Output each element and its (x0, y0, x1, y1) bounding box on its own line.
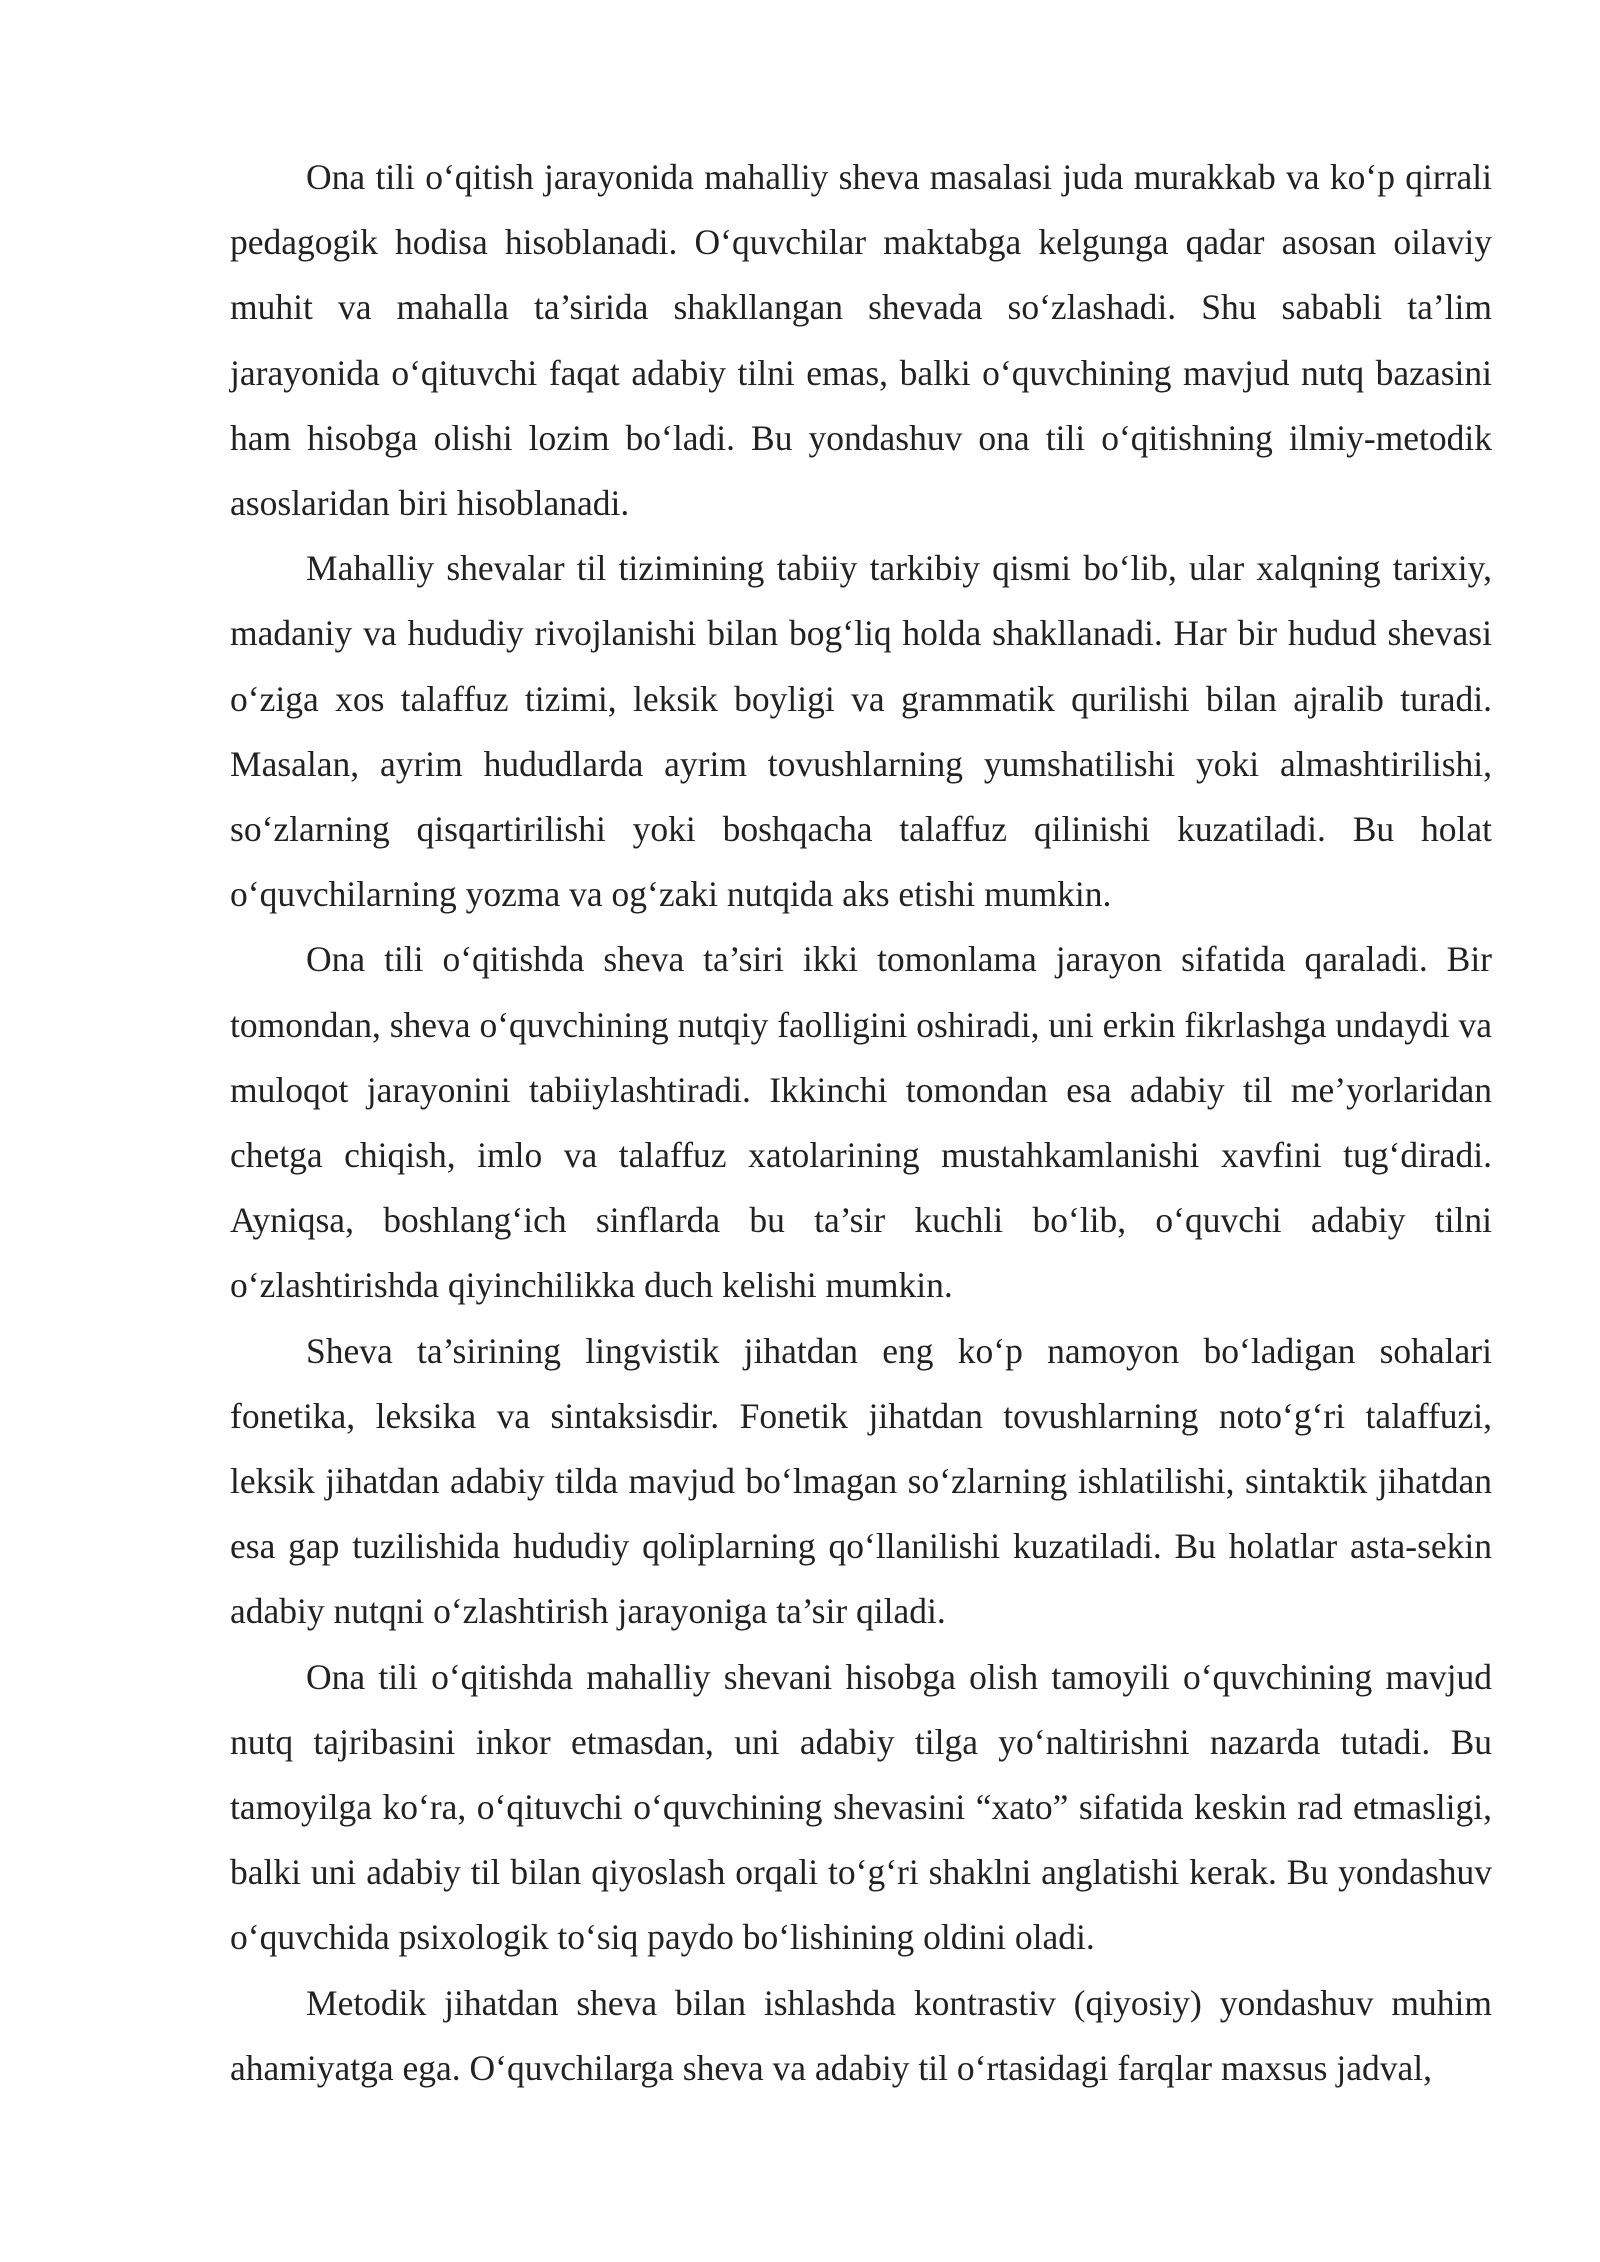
document-page (230, 145, 1492, 2101)
paragraph-2: Mahalliy shevalar til tizimining tabiiy tarkibiy qismi bo‘lib, ular xalqning tarixiy, madaniy va hududiy rivojlanishi bilan bog‘liq holda shakllanadi. Har bir hudud shevasi o‘ziga xos talaffuz tizimi, leksik boyligi va grammatik qurilishi bilan ajralib turadi. Masalan, ayrim hududlarda ayrim tovushlarning yumshatilishi yoki almashtirilishi, so‘zlarning qisqartirilishi yoki boshqacha talaffuz qilinishi kuzatiladi. Bu holat o‘quvchilarning yozma va og‘zaki nutqida aks etishi mumkin. (230, 548, 1492, 915)
paragraph-3: Ona tili o‘qitishda sheva ta’siri ikki tomonlama jarayon sifatida qaraladi. Bir tomondan, sheva o‘quvchining nutqiy faolligini oshiradi, uni erkin fikrlashga undaydi va muloqot jarayonini tabiiylashtiradi. Ikkinchi tomondan esa adabiy til me’yorlaridan chetga chiqish, imlo va talaffuz xatolarining mustahkamlanishi xavfini tug‘diradi. Ayniqsa, boshlang‘ich sinflarda bu ta’sir kuchli bo‘lib, o‘quvchi adabiy tilni o‘zlashtirishda qiyinchilikka duch kelishi mumkin. (230, 939, 1492, 1306)
paragraph-1: Ona tili o‘qitish jarayonida mahalliy sheva masalasi juda murakkab va ko‘p qirrali pedagogik hodisa hisoblanadi. O‘quvchilar maktabga kelgunga qadar asosan oilaviy muhit va mahalla ta’sirida shakllangan shevada so‘zlashadi. Shu sababli ta’lim jarayonida o‘qituvchi faqat adabiy tilni emas, balki o‘quvchining mavjud nutq bazasini ham hisobga olishi lozim bo‘ladi. Bu yondashuv ona tili o‘qitishning ilmiy-metodik asoslaridan biri hisoblanadi. (230, 157, 1492, 524)
paragraph-5: Ona tili o‘qitishda mahalliy shevani hisobga olish tamoyili o‘quvchining mavjud nutq tajribasini inkor etmasdan, uni adabiy tilga yo‘naltirishni nazarda tutadi. Bu tamoyilga ko‘ra, o‘qituvchi o‘quvchining shevasini “xato” sifatida keskin rad etmasligi, balki uni adabiy til bilan qiyoslash orqali to‘g‘ri shaklni anglatishi kerak. Bu yondashuv o‘quvchida psixologik to‘siq paydo bo‘lishining oldini oladi. (230, 1656, 1492, 1958)
paragraph-4: Sheva ta’sirining lingvistik jihatdan eng ko‘p namoyon bo‘ladigan sohalari fonetika, leksika va sintaksisdir. Fonetik jihatdan tovushlarning noto‘g‘ri talaffuzi, leksik jihatdan adabiy tilda mavjud bo‘lmagan so‘zlarning ishlatilishi, sintaktik jihatdan esa gap tuzilishida hududiy qoliplarning qo‘llanilishi kuzatiladi. Bu holatlar asta-sekin adabiy nutqni o‘zlashtirish jarayoniga ta’sir qiladi. (230, 1330, 1492, 1632)
paragraph-6: Metodik jihatdan sheva bilan ishlashda kontrastiv (qiyosiy) yondashuv muhim ahamiyatga ega. O‘quvchilarga sheva va adabiy til o‘rtasidagi farqlar maxsus jadval, (230, 1982, 1492, 2088)
